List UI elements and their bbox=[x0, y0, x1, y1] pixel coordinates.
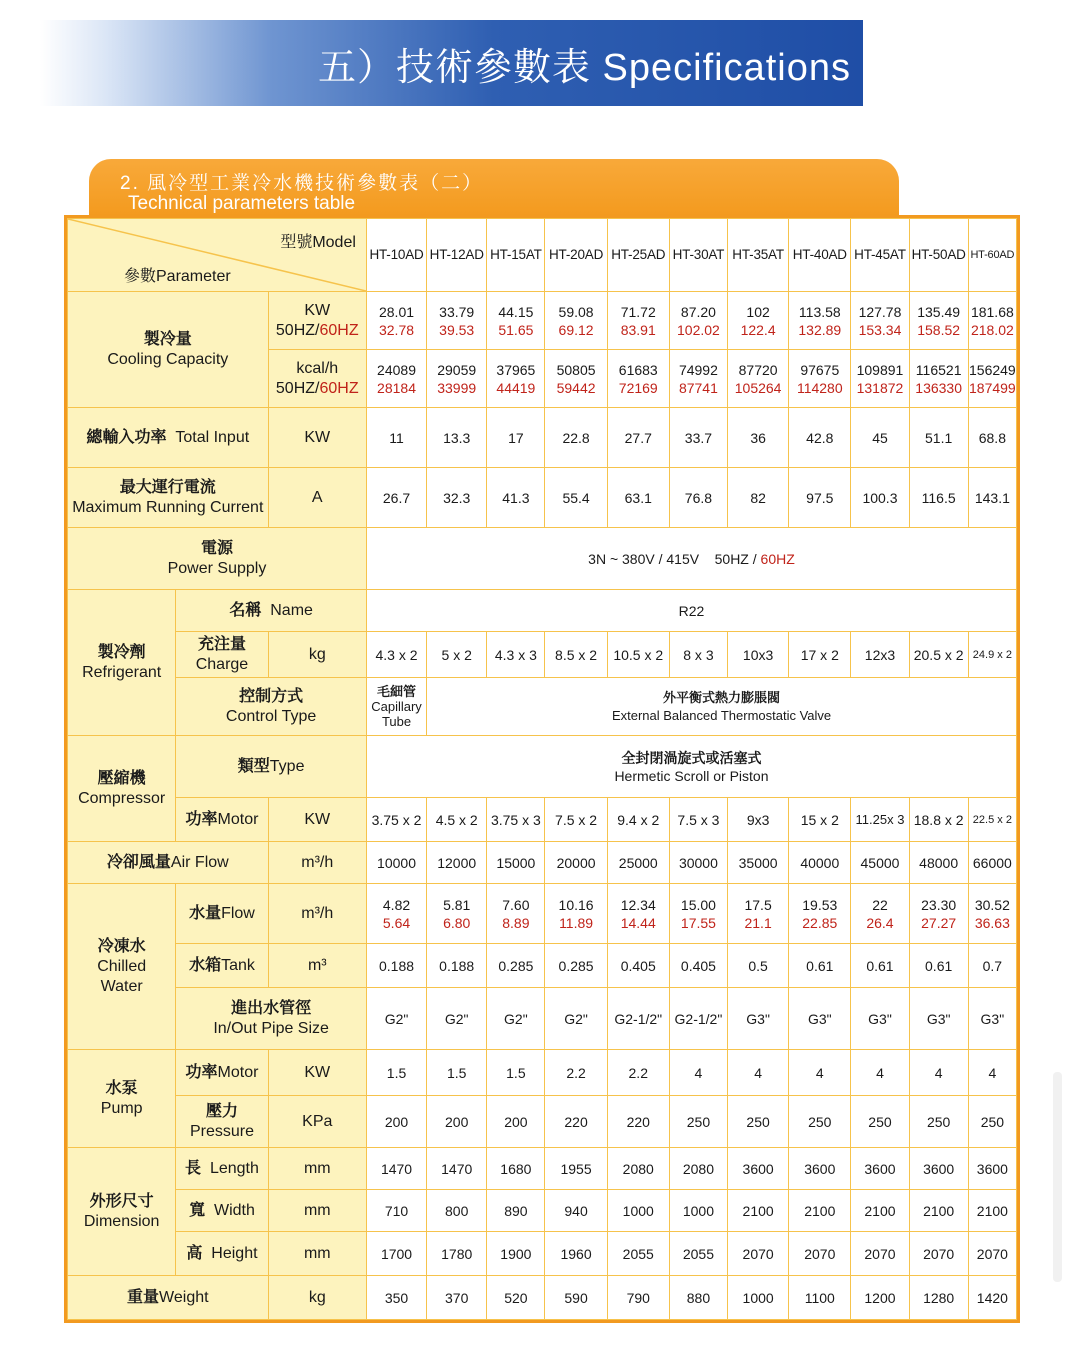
compressor-motor-label: 功率Motor bbox=[176, 798, 268, 842]
pump-pressure-cell: 200 bbox=[427, 1096, 487, 1148]
dimension-width-row bbox=[68, 1190, 1017, 1232]
max-current-cell: 76.8 bbox=[669, 468, 727, 528]
height-cell: 2070 bbox=[789, 1232, 851, 1276]
max-current-cell: 41.3 bbox=[487, 468, 545, 528]
width-cell: 2100 bbox=[728, 1190, 789, 1232]
total-input-cell: 22.8 bbox=[545, 408, 607, 468]
max-current-cell: 63.1 bbox=[607, 468, 669, 528]
max-current-cell: 116.5 bbox=[909, 468, 968, 528]
total-input-cell: 42.8 bbox=[789, 408, 851, 468]
pump-motor-cell: 4 bbox=[728, 1050, 789, 1096]
compressor-motor-cell: 7.5 x 2 bbox=[545, 798, 607, 842]
spec-table bbox=[67, 218, 1017, 1320]
water-tank-unit: m³ bbox=[268, 944, 366, 988]
cooling-kcal-cell: 24089 28184 bbox=[366, 350, 426, 408]
cooling-kw-cell: 135.49 158.52 bbox=[909, 292, 968, 350]
max-current-cell: 26.7 bbox=[366, 468, 426, 528]
max-current-cell: 55.4 bbox=[545, 468, 607, 528]
cooling-kcal-cell: 87720 105264 bbox=[728, 350, 789, 408]
pump-motor-cell: 1.5 bbox=[487, 1050, 545, 1096]
pump-motor-row bbox=[68, 1050, 1017, 1096]
water-flow-row bbox=[68, 884, 1017, 944]
weight-label: 重量Weight bbox=[68, 1276, 269, 1320]
pipe-size-cell: G3" bbox=[728, 988, 789, 1050]
water-flow-cell: 5.81 6.80 bbox=[427, 884, 487, 944]
scrollbar-thumb[interactable] bbox=[1053, 1072, 1062, 1282]
pump-motor-cell: 4 bbox=[789, 1050, 851, 1096]
pipe-size-cell: G2-1/2" bbox=[669, 988, 727, 1050]
pipe-size-cell: G3" bbox=[909, 988, 968, 1050]
length-cell: 2080 bbox=[607, 1148, 669, 1190]
weight-cell: 1200 bbox=[851, 1276, 909, 1320]
pipe-size-cell: G3" bbox=[851, 988, 909, 1050]
dimension-height-row bbox=[68, 1232, 1017, 1276]
air-flow-cell: 48000 bbox=[909, 842, 968, 884]
pump-motor-label: 功率Motor bbox=[176, 1050, 268, 1096]
water-tank-cell: 0.188 bbox=[427, 944, 487, 988]
length-cell: 3600 bbox=[851, 1148, 909, 1190]
max-current-cell: 97.5 bbox=[789, 468, 851, 528]
water-tank-cell: 0.405 bbox=[607, 944, 669, 988]
page-title: 五）技術參數表 Specifications bbox=[318, 47, 852, 89]
total-input-cell: 33.7 bbox=[669, 408, 727, 468]
air-flow-cell: 20000 bbox=[545, 842, 607, 884]
model-cell: HT-25AD bbox=[607, 219, 669, 292]
max-current-unit: A bbox=[268, 468, 366, 528]
weight-cell: 520 bbox=[487, 1276, 545, 1320]
length-cell: 2080 bbox=[669, 1148, 727, 1190]
width-cell: 940 bbox=[545, 1190, 607, 1232]
power-supply-label: 電源 Power Supply bbox=[68, 528, 367, 590]
air-flow-cell: 25000 bbox=[607, 842, 669, 884]
cooling-kw-cell: 87.20 102.02 bbox=[669, 292, 727, 350]
weight-cell: 880 bbox=[669, 1276, 727, 1320]
model-cell: HT-15AT bbox=[487, 219, 545, 292]
cooling-kw-cell: 28.01 32.78 bbox=[366, 292, 426, 350]
compressor-motor-cell: 11.25x 3 bbox=[851, 798, 909, 842]
height-cell: 1780 bbox=[427, 1232, 487, 1276]
length-cell: 1955 bbox=[545, 1148, 607, 1190]
water-tank-cell: 0.61 bbox=[909, 944, 968, 988]
total-input-cell: 68.8 bbox=[968, 408, 1016, 468]
air-flow-cell: 66000 bbox=[968, 842, 1016, 884]
pipe-size-cell: G2" bbox=[545, 988, 607, 1050]
pump-pressure-cell: 250 bbox=[909, 1096, 968, 1148]
width-cell: 1000 bbox=[669, 1190, 727, 1232]
compressor-motor-unit: KW bbox=[268, 798, 366, 842]
compressor-motor-cell: 3.75 x 2 bbox=[366, 798, 426, 842]
water-flow-cell: 12.34 14.44 bbox=[607, 884, 669, 944]
width-cell: 710 bbox=[366, 1190, 426, 1232]
cooling-kcal-cell: 116521 136330 bbox=[909, 350, 968, 408]
pump-pressure-cell: 250 bbox=[669, 1096, 727, 1148]
total-input-cell: 13.3 bbox=[427, 408, 487, 468]
compressor-motor-cell: 22.5 x 2 bbox=[968, 798, 1016, 842]
charge-cell: 10x3 bbox=[728, 632, 789, 678]
model-cell: HT-30AT bbox=[669, 219, 727, 292]
pump-motor-cell: 1.5 bbox=[366, 1050, 426, 1096]
compressor-motor-cell: 9x3 bbox=[728, 798, 789, 842]
cooling-kw-cell: 59.08 69.12 bbox=[545, 292, 607, 350]
total-input-cell: 17 bbox=[487, 408, 545, 468]
model-cell: HT-10AD bbox=[366, 219, 426, 292]
water-tank-cell: 0.405 bbox=[669, 944, 727, 988]
max-current-cell: 143.1 bbox=[968, 468, 1016, 528]
height-cell: 1900 bbox=[487, 1232, 545, 1276]
height-cell: 1700 bbox=[366, 1232, 426, 1276]
height-cell: 2055 bbox=[669, 1232, 727, 1276]
model-cell: HT-50AD bbox=[909, 219, 968, 292]
length-cell: 1470 bbox=[366, 1148, 426, 1190]
model-cell: HT-12AD bbox=[427, 219, 487, 292]
model-cell: HT-45AT bbox=[851, 219, 909, 292]
refrigerant-name-label: 名稱 Name bbox=[176, 590, 367, 632]
pump-motor-unit: KW bbox=[268, 1050, 366, 1096]
refrigerant-label: 製冷劑 Refrigerant bbox=[68, 590, 176, 736]
width-cell: 2100 bbox=[968, 1190, 1016, 1232]
compressor-motor-cell: 15 x 2 bbox=[789, 798, 851, 842]
weight-cell: 1420 bbox=[968, 1276, 1016, 1320]
charge-unit: kg bbox=[268, 632, 366, 678]
pump-pressure-label: 壓力 Pressure bbox=[176, 1096, 268, 1148]
air-flow-label: 冷卻風量Air Flow bbox=[68, 842, 269, 884]
charge-cell: 17 x 2 bbox=[789, 632, 851, 678]
length-unit: mm bbox=[268, 1148, 366, 1190]
compressor-motor-cell: 3.75 x 3 bbox=[487, 798, 545, 842]
water-flow-cell: 7.60 8.89 bbox=[487, 884, 545, 944]
total-input-cell: 51.1 bbox=[909, 408, 968, 468]
pipe-size-cell: G2" bbox=[427, 988, 487, 1050]
pump-pressure-cell: 200 bbox=[487, 1096, 545, 1148]
pump-motor-cell: 4 bbox=[669, 1050, 727, 1096]
water-tank-cell: 0.61 bbox=[851, 944, 909, 988]
height-cell: 2070 bbox=[968, 1232, 1016, 1276]
height-unit: mm bbox=[268, 1232, 366, 1276]
water-flow-cell: 19.53 22.85 bbox=[789, 884, 851, 944]
compressor-motor-row bbox=[68, 798, 1017, 842]
air-flow-row bbox=[68, 842, 1017, 884]
total-input-cell: 27.7 bbox=[607, 408, 669, 468]
pump-motor-cell: 4 bbox=[968, 1050, 1016, 1096]
cooling-kcal-unit: kcal/h 50HZ/60HZ bbox=[268, 350, 366, 408]
control-capillary: 毛細管 Capillary Tube bbox=[366, 678, 426, 736]
pump-pressure-row bbox=[68, 1096, 1017, 1148]
weight-cell: 1000 bbox=[728, 1276, 789, 1320]
water-tank-cell: 0.5 bbox=[728, 944, 789, 988]
length-label: 長 Length bbox=[176, 1148, 268, 1190]
cooling-kw-unit: KW 50HZ/60HZ bbox=[268, 292, 366, 350]
total-input-cell: 45 bbox=[851, 408, 909, 468]
control-type-label: 控制方式 Control Type bbox=[176, 678, 367, 736]
pump-pressure-cell: 250 bbox=[851, 1096, 909, 1148]
total-input-label: 總輸入功率 Total Input bbox=[68, 408, 269, 468]
cooling-kcal-cell: 37965 44419 bbox=[487, 350, 545, 408]
pump-motor-cell: 2.2 bbox=[545, 1050, 607, 1096]
weight-row bbox=[68, 1276, 1017, 1320]
air-flow-cell: 12000 bbox=[427, 842, 487, 884]
total-input-unit: KW bbox=[268, 408, 366, 468]
water-tank-cell: 0.285 bbox=[545, 944, 607, 988]
model-header-row bbox=[68, 219, 1017, 292]
height-cell: 2070 bbox=[728, 1232, 789, 1276]
water-flow-cell: 23.30 27.27 bbox=[909, 884, 968, 944]
pipe-size-label: 進出水管徑 In/Out Pipe Size bbox=[176, 988, 367, 1050]
length-cell: 3600 bbox=[728, 1148, 789, 1190]
dimension-length-row bbox=[68, 1148, 1017, 1190]
refrigerant-name-row bbox=[68, 590, 1017, 632]
compressor-motor-cell: 18.8 x 2 bbox=[909, 798, 968, 842]
water-flow-cell: 4.82 5.64 bbox=[366, 884, 426, 944]
cooling-kw-cell: 102 122.4 bbox=[728, 292, 789, 350]
pump-pressure-cell: 250 bbox=[789, 1096, 851, 1148]
chilled-water-label: 冷凍水 Chilled Water bbox=[68, 884, 176, 1050]
cooling-kw-cell: 113.58 132.89 bbox=[789, 292, 851, 350]
refrigerant-name-value: R22 bbox=[366, 590, 1016, 632]
water-flow-cell: 10.16 11.89 bbox=[545, 884, 607, 944]
height-cell: 2070 bbox=[851, 1232, 909, 1276]
charge-cell: 8 x 3 bbox=[669, 632, 727, 678]
charge-cell: 24.9 x 2 bbox=[968, 632, 1016, 678]
weight-cell: 1280 bbox=[909, 1276, 968, 1320]
cooling-kcal-cell: 61683 72169 bbox=[607, 350, 669, 408]
pump-pressure-cell: 220 bbox=[607, 1096, 669, 1148]
max-current-cell: 100.3 bbox=[851, 468, 909, 528]
cooling-kcal-cell: 74992 87741 bbox=[669, 350, 727, 408]
model-cell: HT-40AD bbox=[789, 219, 851, 292]
total-input-row bbox=[68, 408, 1017, 468]
total-input-cell: 11 bbox=[366, 408, 426, 468]
pump-pressure-cell: 250 bbox=[728, 1096, 789, 1148]
model-cell: HT-20AD bbox=[545, 219, 607, 292]
weight-cell: 590 bbox=[545, 1276, 607, 1320]
section-title-en: Technical parameters table bbox=[128, 193, 356, 214]
air-flow-unit: m³/h bbox=[268, 842, 366, 884]
air-flow-cell: 30000 bbox=[669, 842, 727, 884]
height-cell: 1960 bbox=[545, 1232, 607, 1276]
max-current-label: 最大運行電流 Maximum Running Current bbox=[68, 468, 269, 528]
length-cell: 3600 bbox=[968, 1148, 1016, 1190]
cooling-kw-cell: 71.72 83.91 bbox=[607, 292, 669, 350]
cooling-kcal-cell: 97675 114280 bbox=[789, 350, 851, 408]
compressor-motor-cell: 9.4 x 2 bbox=[607, 798, 669, 842]
model-cell: HT-60AD bbox=[968, 219, 1016, 292]
compressor-type-value: 全封閉渦旋式或活塞式 Hermetic Scroll or Piston bbox=[366, 736, 1016, 798]
height-cell: 2070 bbox=[909, 1232, 968, 1276]
width-cell: 1000 bbox=[607, 1190, 669, 1232]
max-current-row bbox=[68, 468, 1017, 528]
pump-pressure-cell: 220 bbox=[545, 1096, 607, 1148]
water-flow-cell: 30.52 36.63 bbox=[968, 884, 1016, 944]
charge-cell: 4.3 x 3 bbox=[487, 632, 545, 678]
power-supply-value: 3N ~ 380V / 415V 50HZ / 60HZ bbox=[366, 528, 1016, 590]
cooling-kw-cell: 33.79 39.53 bbox=[427, 292, 487, 350]
pump-label: 水泵 Pump bbox=[68, 1050, 176, 1148]
model-label: 型號Model bbox=[280, 234, 356, 251]
weight-cell: 1100 bbox=[789, 1276, 851, 1320]
air-flow-cell: 40000 bbox=[789, 842, 851, 884]
control-thermostatic-valve: 外平衡式熱力膨脹閥 External Balanced Thermostatic Valve bbox=[427, 678, 1017, 736]
weight-cell: 350 bbox=[366, 1276, 426, 1320]
pipe-size-cell: G3" bbox=[789, 988, 851, 1050]
height-cell: 2055 bbox=[607, 1232, 669, 1276]
compressor-motor-cell: 4.5 x 2 bbox=[427, 798, 487, 842]
charge-cell: 10.5 x 2 bbox=[607, 632, 669, 678]
model-cell: HT-35AT bbox=[728, 219, 789, 292]
charge-cell: 12x3 bbox=[851, 632, 909, 678]
cooling-kcal-cell: 50805 59442 bbox=[545, 350, 607, 408]
length-cell: 1680 bbox=[487, 1148, 545, 1190]
water-flow-cell: 22 26.4 bbox=[851, 884, 909, 944]
water-tank-cell: 0.61 bbox=[789, 944, 851, 988]
water-tank-cell: 0.285 bbox=[487, 944, 545, 988]
section-title-zh: 2. 風冷型工業冷水機技術參數表（二） bbox=[120, 173, 484, 194]
pump-motor-cell: 4 bbox=[909, 1050, 968, 1096]
cooling-kw-row bbox=[68, 292, 1017, 350]
water-flow-unit: m³/h bbox=[268, 884, 366, 944]
water-tank-label: 水箱Tank bbox=[176, 944, 268, 988]
compressor-type-label: 類型Type bbox=[176, 736, 367, 798]
air-flow-cell: 35000 bbox=[728, 842, 789, 884]
width-cell: 2100 bbox=[851, 1190, 909, 1232]
weight-cell: 370 bbox=[427, 1276, 487, 1320]
pump-pressure-unit: KPa bbox=[268, 1096, 366, 1148]
cooling-kw-cell: 181.68 218.02 bbox=[968, 292, 1016, 350]
width-cell: 2100 bbox=[789, 1190, 851, 1232]
width-label: 寬 Width bbox=[176, 1190, 268, 1232]
water-flow-label: 水量Flow bbox=[176, 884, 268, 944]
charge-cell: 8.5 x 2 bbox=[545, 632, 607, 678]
refrigerant-charge-row bbox=[68, 632, 1017, 678]
charge-cell: 4.3 x 2 bbox=[366, 632, 426, 678]
pipe-size-cell: G2" bbox=[487, 988, 545, 1050]
pipe-size-row bbox=[68, 988, 1017, 1050]
cooling-kcal-cell: 109891 131872 bbox=[851, 350, 909, 408]
max-current-cell: 32.3 bbox=[427, 468, 487, 528]
length-cell: 3600 bbox=[909, 1148, 968, 1190]
dimension-label: 外形尺寸 Dimension bbox=[68, 1148, 176, 1276]
width-unit: mm bbox=[268, 1190, 366, 1232]
width-cell: 800 bbox=[427, 1190, 487, 1232]
header-corner bbox=[68, 219, 367, 292]
pipe-size-cell: G3" bbox=[968, 988, 1016, 1050]
pipe-size-cell: G2" bbox=[366, 988, 426, 1050]
height-label: 高 Height bbox=[176, 1232, 268, 1276]
pump-motor-cell: 2.2 bbox=[607, 1050, 669, 1096]
charge-cell: 20.5 x 2 bbox=[909, 632, 968, 678]
compressor-label: 壓縮機 Compressor bbox=[68, 736, 176, 842]
water-tank-row bbox=[68, 944, 1017, 988]
pump-motor-cell: 4 bbox=[851, 1050, 909, 1096]
air-flow-cell: 45000 bbox=[851, 842, 909, 884]
water-tank-cell: 0.188 bbox=[366, 944, 426, 988]
pump-motor-cell: 1.5 bbox=[427, 1050, 487, 1096]
charge-label: 充注量 Charge bbox=[176, 632, 268, 678]
parameter-label: 參數Parameter bbox=[124, 268, 231, 285]
pump-pressure-cell: 250 bbox=[968, 1096, 1016, 1148]
compressor-type-row bbox=[68, 736, 1017, 798]
water-flow-cell: 15.00 17.55 bbox=[669, 884, 727, 944]
cooling-kw-cell: 127.78 153.34 bbox=[851, 292, 909, 350]
water-tank-cell: 0.7 bbox=[968, 944, 1016, 988]
total-input-cell: 36 bbox=[728, 408, 789, 468]
max-current-cell: 82 bbox=[728, 468, 789, 528]
air-flow-cell: 10000 bbox=[366, 842, 426, 884]
pipe-size-cell: G2-1/2" bbox=[607, 988, 669, 1050]
refrigerant-control-row bbox=[68, 678, 1017, 736]
weight-unit: kg bbox=[268, 1276, 366, 1320]
compressor-motor-cell: 7.5 x 3 bbox=[669, 798, 727, 842]
weight-cell: 790 bbox=[607, 1276, 669, 1320]
water-flow-cell: 17.5 21.1 bbox=[728, 884, 789, 944]
length-cell: 1470 bbox=[427, 1148, 487, 1190]
cooling-kcal-cell: 156249 187499 bbox=[968, 350, 1016, 408]
charge-cell: 5 x 2 bbox=[427, 632, 487, 678]
width-cell: 2100 bbox=[909, 1190, 968, 1232]
cooling-kcal-cell: 29059 33999 bbox=[427, 350, 487, 408]
air-flow-cell: 15000 bbox=[487, 842, 545, 884]
cooling-capacity-label: 製冷量 Cooling Capacity bbox=[68, 292, 269, 408]
length-cell: 3600 bbox=[789, 1148, 851, 1190]
power-supply-row bbox=[68, 528, 1017, 590]
pump-pressure-cell: 200 bbox=[366, 1096, 426, 1148]
width-cell: 890 bbox=[487, 1190, 545, 1232]
cooling-kw-cell: 44.15 51.65 bbox=[487, 292, 545, 350]
